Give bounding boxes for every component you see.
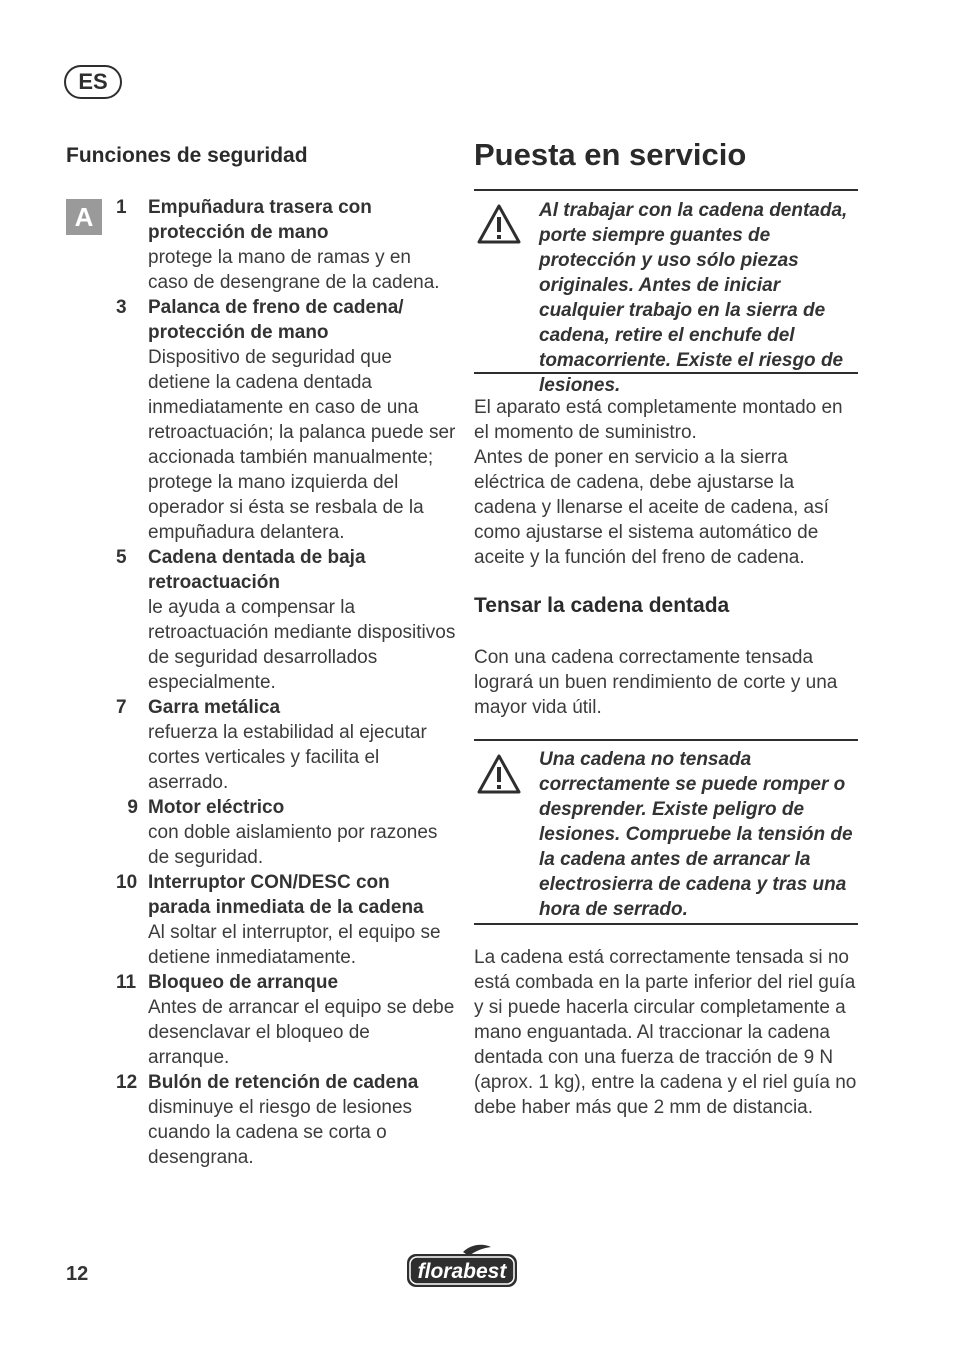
left-column (66, 142, 452, 170)
item-number: 1 (116, 197, 127, 218)
page-number: 12 (66, 1263, 89, 1285)
section-heading-safety: Funciones de seguridad (66, 144, 308, 167)
item-title: Bloqueo de arranque (148, 972, 339, 993)
warning-text: Una cadena no tensada correctamente se puede romper o desprender. Existe peligro de lesiones. Compruebe la tensión de la cadena antes de arrancar la electrosierra de cadena y tras una hora de serrado. (539, 749, 853, 920)
item-description: Antes de arrancar el equipo se debe desenclavar el bloqueo de arranque. (148, 997, 455, 1068)
item-description: protege la mano de ramas y en caso de desengrane de la cadena. (148, 247, 440, 293)
item-description: disminuye el riesgo de lesiones cuando la cadena se corta o desengrana. (148, 1097, 413, 1168)
list-item (116, 970, 456, 1070)
page-title: Puesta en servicio (474, 137, 747, 172)
intro-paragraph (474, 395, 860, 570)
right-column (474, 134, 858, 176)
list-item (116, 545, 456, 695)
warning-text: Al trabajar con la cadena dentada, porte siempre guantes de protección y uso sólo piezas originales. Antes de iniciar cualquier trabajo en la sierra de cadena, retire el enchufe del tomacorriente. Existe el riesgo de lesiones. (539, 200, 848, 396)
item-number: 9 (127, 797, 138, 818)
item-title: Interruptor CON/DESC con parada inmediata de la cadena (148, 872, 424, 918)
logo-wordmark: florabest (417, 1260, 507, 1283)
warning-box (474, 739, 858, 925)
list-item (116, 870, 456, 970)
item-description: le ayuda a compensar la retroactuación mediante dispositivos de seguridad desarrollados especialmente. (148, 597, 456, 693)
tension-paragraph (474, 645, 860, 720)
item-number: 12 (116, 1072, 138, 1093)
list-item (116, 1070, 456, 1170)
subheading-chain-tension: Tensar la cadena dentada (474, 594, 730, 617)
list-item (116, 195, 456, 295)
warning-triangle-icon (476, 203, 522, 245)
figure-reference-tag: A (66, 199, 102, 235)
language-badge: ES (64, 65, 122, 99)
item-number: 3 (116, 297, 127, 318)
item-number: 10 (116, 872, 138, 893)
item-title: Motor eléctrico (148, 797, 285, 818)
paragraph-text: El aparato está completamente montado en el momento de suministro. (474, 397, 843, 443)
list-item (116, 695, 456, 795)
florabest-logo (405, 1242, 519, 1290)
item-number: 7 (116, 697, 127, 718)
safety-feature-list (116, 195, 456, 1170)
paragraph-text: Con una cadena correctamente tensada logrará un buen rendimiento de corte y una mayor vida útil. (474, 647, 838, 718)
warning-triangle-icon (476, 753, 522, 795)
tension-check-paragraph (474, 945, 860, 1120)
paragraph-text: La cadena está correctamente tensada si no está combada en la parte inferior del riel guía y si puede hacerla circular completamente a mano enguantada. Al traccionar la cadena dentada con una fuerza de tracción de 9 N (aprox. 1 kg), entre la cadena y el riel guía no debe haber más que 2 mm de distancia. (474, 947, 857, 1118)
item-description: Al soltar el interruptor, el equipo se detiene inmediatamente. (148, 922, 441, 968)
list-item (116, 295, 456, 545)
item-number: 5 (116, 547, 127, 568)
item-description: Dispositivo de seguridad que detiene la cadena dentada inmediatamente en caso de una retroactuación; la palanca puede ser accionada también manualmente; protege la mano izquierda del operador si ésta se resbala de la empuñadura delantera. (148, 347, 456, 543)
item-title: Palanca de freno de cadena/ protección de mano (148, 297, 404, 343)
warning-box (474, 189, 858, 396)
item-title: Empuñadura trasera con protección de mano (148, 197, 372, 243)
item-title: Bulón de retención de cadena (148, 1072, 419, 1093)
item-description: con doble aislamiento por razones de seguridad. (148, 822, 438, 868)
item-title: Cadena dentada de baja retroactuación (148, 547, 366, 593)
list-item (116, 795, 456, 870)
item-title: Garra metálica (148, 697, 281, 718)
item-number: 11 (116, 972, 137, 993)
paragraph-text: Antes de poner en servicio a la sierra eléctrica de cadena, debe ajustarse la cadena y llenarse el aceite de cadena, así como ajustarse el sistema automático de aceite y la función del freno de cadena. (474, 447, 829, 568)
item-description: refuerza la estabilidad al ejecutar cortes verticales y facilita el aserrado. (148, 722, 427, 793)
